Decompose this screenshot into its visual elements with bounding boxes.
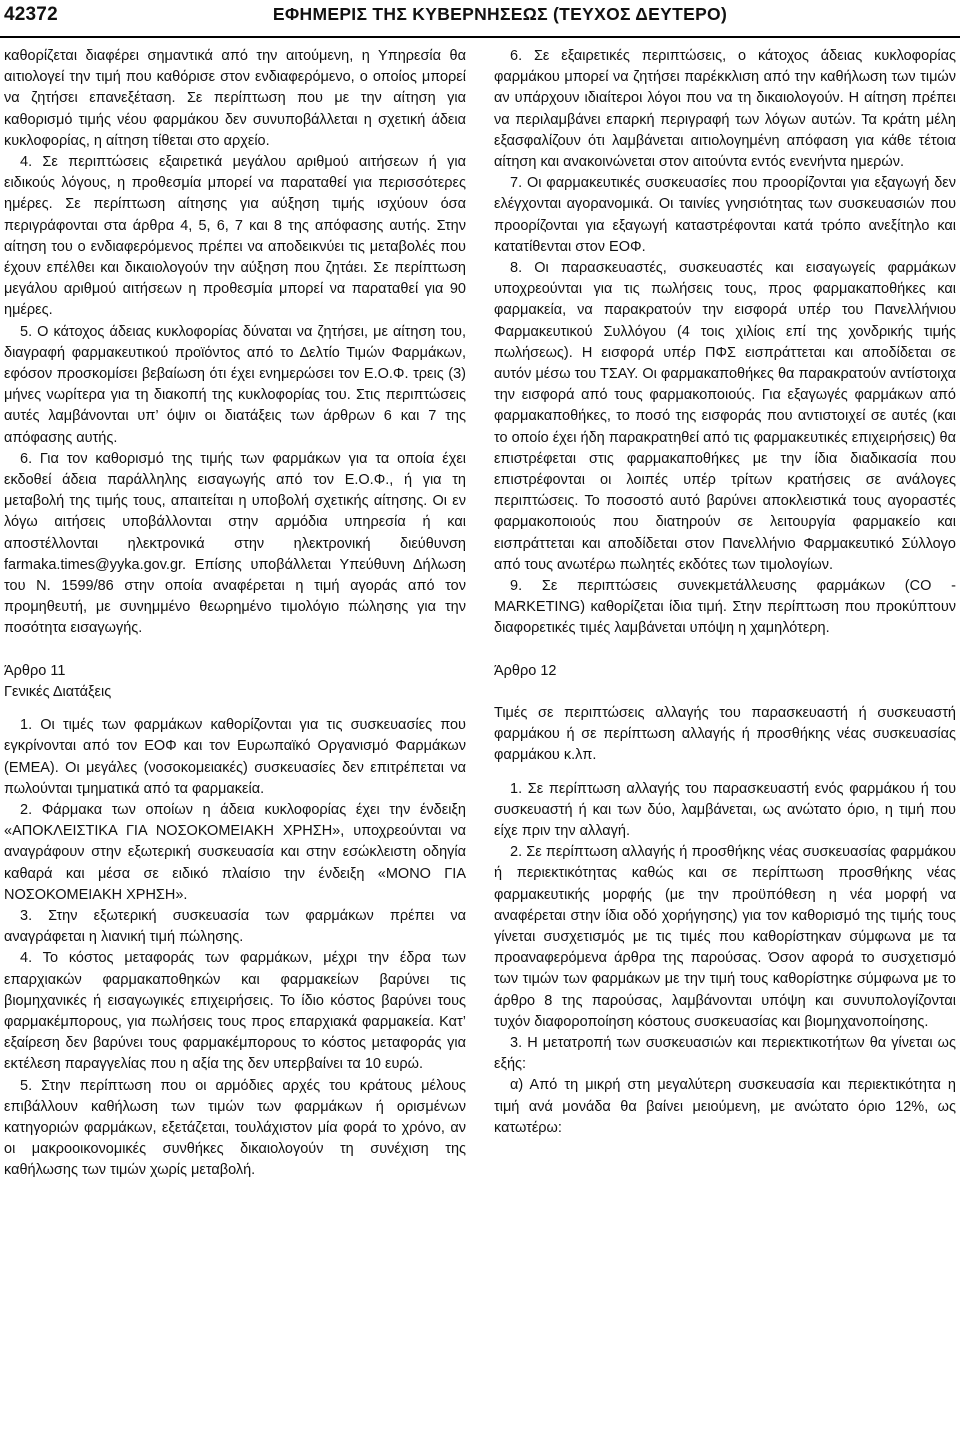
paragraph: 5. Ο κάτοχος άδειας κυκλοφορίας δύναται να ζητήσει, με αίτηση του, διαγραφή φαρμακευτικού προϊόντος από το Δελτίο Τιμών Φαρμάκων, εφόσον προσκομίσει βεβαίωση ότι έχει ενημερώσει τον Ε.Ο.Φ. τρεις (3) μήνες νωρίτερα για τη διακοπή της κυκλοφορίας του. Στις περιπτώσεις αυτές λαμβάνονται υπ’ όψιν οι διατάξεις των άρθρων 6 και 7 της απόφασης αυτής.	[4, 323, 466, 446]
paragraph: 5. Στην περίπτωση που οι αρμόδιες αρχές του κράτους μέλους επιβάλλουν καθήλωση των τιμών των φαρμάκων ή ορισμένων κατηγοριών φαρμάκων, εξετάζεται, τουλάχιστον μία φορά το χρόνο, αν οι μακροοικονομικές συνθήκες δικαιολογούν τη συνέχιση της καθήλωσης των τιμών χωρίς μεταβολή.	[4, 1077, 466, 1179]
paragraph: 6. Για τον καθορισμό της τιμής των φαρμάκων για τα οποία έχει εκδοθεί άδεια παράλληλης εισαγωγής από τον Ε.Ο.Φ., ή για τη μεταβολή της τιμής τους, απαιτείται η υποβολή σχετικής αίτησης. Οι εν λόγω αιτήσεις υποβάλλονται στην αρμόδια υπηρεσία ή και αποστέλλονται ηλεκτρονικά στην ηλεκτρονική διεύθυνση farmaka.times@yyka.gov.gr. Επίσης υποβάλλεται Υπεύθυνη Δήλωση του Ν. 1599/86 στην οποία αναφέρεται η τιμή αγοράς από τον προμηθευτή, με συνημμένο θεωρημένο τιμολόγιο πώλησης για την ποσότητα εισαγωγής.	[4, 450, 466, 637]
paragraph: 3. Στην εξωτερική συσκευασία των φαρμάκων πρέπει να αναγράφεται η λιανική τιμή πώλησης.	[4, 907, 466, 946]
paragraph: 1. Σε περίπτωση αλλαγής του παρασκευαστή ενός φαρμάκου ή του συσκευαστή ή και των δύο, λαμβάνεται, ως ανώτατο όριο, η τιμή που είχε πριν την αλλαγή.	[494, 780, 956, 839]
paragraph: 3. Η μετατροπή των συσκευασιών και περιεκτικοτήτων θα γίνεται ως εξής:	[494, 1034, 956, 1073]
left-column	[4, 46, 466, 1182]
page-header	[0, 0, 960, 38]
paragraph: 7. Οι φαρμακευτικές συσκευασίες που προορίζονται για εξαγωγή δεν ελέγχονται αγορανομικά. Οι ταινίες γνησιότητας των συσκευασιών που προορίζονται για εξαγωγή καταστρέφονται κατά τρόπο ανεξίτηλο και κατατίθενται στον ΕΟΦ.	[494, 175, 956, 255]
paragraph: 4. Το κόστος μεταφοράς των φαρμάκων, μέχρι την έδρα των επαρχιακών φαρμακαποθηκών και φαρμακείων βαρύνει τις βιομηχανικές ή εισαγωγικές επιχειρήσεις. Το ίδιο κόστος βαρύνει τους φαρμακέμπορους, για πωλήσεις τους προς επαρχιακά φαρμακεία. Κατ’ εξαίρεση δεν βαρύνει τους φαρμακέμπορους το κόστος μεταφοράς για εκτέλεση παραγγελίας που η αξία της δεν υπερβαίνει τα 10 ευρώ.	[4, 950, 466, 1073]
article-11-title: Γενικές Διατάξεις	[4, 683, 112, 700]
paragraph: 2. Σε περίπτωση αλλαγής ή προσθήκης νέας συσκευασίας φαρμάκου ή περιεκτικότητας καθώς και σε περίπτωση προσθήκης νέας φαρμακευτικής μορφής (με την προϋπόθεση η νέα μορφή να αναφέρεται στην ίδια οδό χορήγησης) για τον καθορισμό της τιμής τους γίνεται συσχετισμός με τις τιμές που καθορίστηκαν σύμφωνα με τα προαναφερόμενα άρθρα της παρούσας. Όσον αφορά το συσχετισμό των τιμών των φαρμάκων με την τιμή τους καθορίστηκε σύμφωνα με το άρθρο 8 της παρούσας, λαμβάνονται υπόψη και συνυπολογίζονται τυχόν διαφοροποίηση κόστους συσκευασίας και βιομηχανοποίησης.	[494, 844, 956, 1030]
paragraph: α) Από τη μικρή στη μεγαλύτερη συσκευασία και περιεκτικότητα η τιμή ανά μονάδα θα βαίνει μειούμενη, με ανώτατο όριο 12%, ως κατωτέρω:	[494, 1077, 956, 1136]
article-11-number: Άρθρο 11	[4, 662, 66, 679]
article-12-number: Άρθρο 12	[494, 662, 557, 679]
paragraph: καθορίζεται διαφέρει σημαντικά από την αιτούμενη, η Υπηρεσία θα αιτιολογεί την τιμή που καθόρισε στον ενδιαφερόμενο, ο οποίος μπορεί να ζητήσει επανεξέταση. Σε περίπτωση που με την αίτηση για καθορισμό τιμής νέου φαρμάκου δεν συνυποβάλλεται η σχετική άδεια κυκλοφορίας, η αίτηση τίθεται στο αρχείο.	[4, 48, 466, 149]
running-title: ΕΦΗΜΕΡΙΣ ΤΗΣ ΚΥΒΕΡΝΗΣΕΩΣ (ΤΕΥΧΟΣ ΔΕΥΤΕΡΟ)	[272, 4, 728, 24]
page-number: 42372	[4, 4, 58, 25]
right-column	[494, 46, 956, 1139]
paragraph: 2. Φάρμακα των οποίων η άδεια κυκλοφορίας έχει την ένδειξη «ΑΠΟΚΛΕΙΣΤΙΚΑ ΓΙΑ ΝΟΣΟΚΟΜΕΙΑΚΗ ΧΡΗΣΗ», υποχρεούνται να αναγράφουν στην εξωτερική συσκευασία και στην εσώκλειστη οδηγία καθαρά και μέσα σε ειδικό πλαίσιο την ένδειξη «ΜΟΝΟ ΓΙΑ ΝΟΣΟΚΟΜΕΙΑΚΗ ΧΡΗΣΗ».	[4, 801, 466, 903]
paragraph: 1. Οι τιμές των φαρμάκων καθορίζονται για τις συσκευασίες που εγκρίνονται από τον ΕΟΦ και τον Ευρωπαϊκό Οργανισμό Φαρμάκων (ΕΜΕΑ). Οι μεγάλες (νοσοκομειακές) συσκευασίες δεν επιτρέπεται να πωλούνται τμηματικά από τα φαρμακεία.	[4, 717, 466, 797]
paragraph: 9. Σε περιπτώσεις συνεκμετάλλευσης φαρμάκων (CO - MARKETING) καθορίζεται ίδια τιμή. Στην περίπτωση που προκύπτουν διαφορετικές τιμές λαμβάνεται υπόψη η χαμηλότερη.	[494, 578, 956, 637]
paragraph: 4. Σε περιπτώσεις εξαιρετικά μεγάλου αριθμού αιτήσεων ή για ειδικούς λόγους, η προθεσμία μπορεί να παραταθεί για περισσότερες ημέρες. Σε περίπτωση αίτησης για αύξηση τιμής ισχύουν όσα περιγράφονται στα άρθρα 4, 5, 6, 7 και 8 της απόφασης αυτής. Στην αίτηση του ο ενδιαφερόμενος πρέπει να αποδεικνύει τις μεταβολές που έχουν επέλθει και δικαιολογούν την αύξηση που ζητάει. Σε περίπτωση μεγάλου αριθμού αιτήσεων η προθεσμία μπορεί να παραταθεί για 90 ημέρες.	[4, 154, 466, 319]
paragraph: 6. Σε εξαιρετικές περιπτώσεις, ο κάτοχος άδειας κυκλοφορίας φαρμάκου μπορεί να ζητήσει παρέκκλιση από την καθήλωση των τιμών αν υπάρχουν ιδιαίτεροι λόγοι που να τη δικαιολογούν. Η αίτηση πρέπει να περιλαμβάνει επαρκή περιγραφή των λόγων αυτών. Τα κράτη μέλη εξασφαλίζουν ότι λαμβάνεται αιτιολογημένη απόφαση για κάθε τέτοια αίτηση και ανακοινώνεται στον αιτούντα εντός ενενήντα ημερών.	[494, 48, 956, 171]
paragraph: 8. Οι παρασκευαστές, συσκευαστές και εισαγωγείς φαρμάκων υποχρεούνται για τις πωλήσεις τους, προς φαρμακαποθήκες και φαρμακεία, να παρακρατούν την εισφορά υπέρ του Πανελλήνιου Φαρμακευτικού Συλλόγου (4 τοις χιλίοις επί της χονδρικής τιμής πωλήσεως). Η εισφορά υπέρ ΠΦΣ εισπράττεται και αποδίδεται σε αυτόν μέσω του ΤΣΑΥ. Οι φαρμακαποθήκες θα παρακρατούν αντίστοιχα την εισφορά από τους φαρμακοποιούς. Για εξαγωγές φαρμάκων από φαρμακαποθήκες, το ποσό της εισφοράς που αντιστοιχεί σε αυτές (και το οποίο έχει ήδη παρακρατηθεί από τις φαρμακευτικές επιχειρήσεις) θα επιστρέφεται στις φαρμακαποθήκες με την ίδια διαδικασία που επιστρέφονται οι λοιπές υπέρ τρίτων κρατήσεις σε ανάλογες περιπτώσεις. Το ποσοστό αυτό βαρύνει αποκλειστικά τους αγοραστές φαρμακοποιούς που διατηρούν σε λειτουργία φαρμακείο και εισπράττεται και αποδίδεται στον Πανελλήνιο Φαρμακευτικό Σύλλογο από τους ανωτέρω πωλητές εκδότες των τιμολογίων.	[494, 260, 956, 573]
article-12-title: Τιμές σε περιπτώσεις αλλαγής του παρασκευαστή ή συσκευαστή φαρμάκου ή σε περίπτωση αλλαγής ή προσθήκης νέας συσκευασίας φαρμάκου κ.λπ.	[494, 704, 956, 764]
